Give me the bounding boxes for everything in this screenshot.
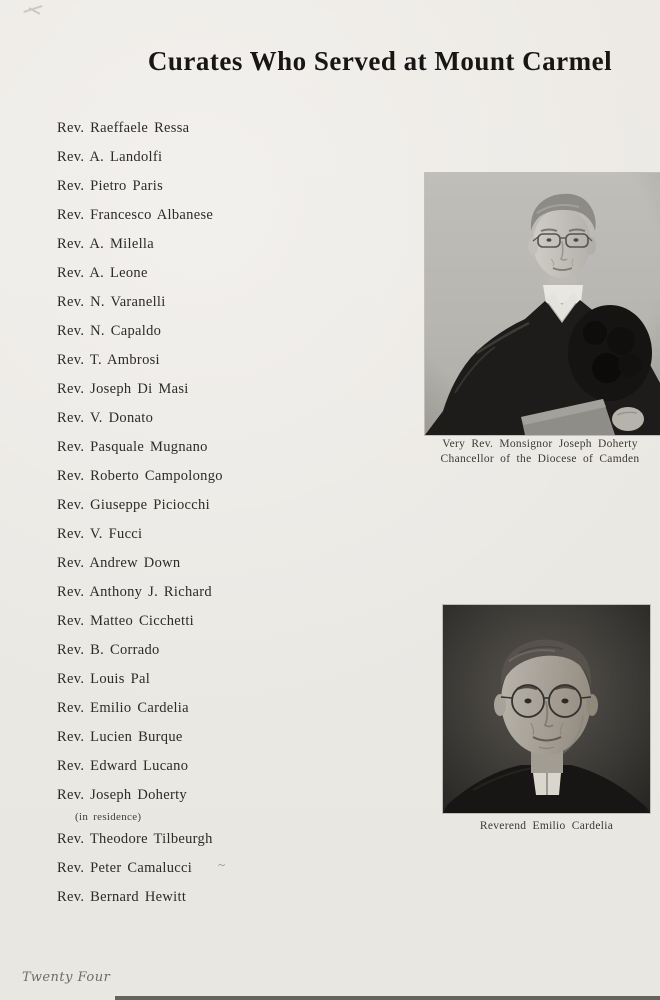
list-item bbox=[57, 665, 387, 694]
scan-edge-bar bbox=[115, 996, 660, 1000]
list-item bbox=[57, 883, 387, 912]
list-item bbox=[57, 259, 387, 288]
list-item bbox=[57, 317, 387, 346]
portrait-cardelia-illustration bbox=[443, 605, 650, 813]
list-item bbox=[57, 578, 387, 607]
curate-name: Rev. Andrew Down bbox=[57, 555, 181, 571]
list-item bbox=[57, 346, 387, 375]
list-item bbox=[57, 825, 387, 854]
curate-note: (in residence) bbox=[75, 811, 142, 823]
list-item bbox=[57, 230, 387, 259]
list-item bbox=[57, 520, 387, 549]
caption-cardelia bbox=[443, 819, 650, 834]
page-number: Twenty Four bbox=[22, 970, 111, 985]
list-item bbox=[57, 694, 387, 723]
list-item bbox=[57, 781, 387, 825]
list-item bbox=[57, 723, 387, 752]
caption-cardelia-line1: Reverend Emilio Cardelia bbox=[479, 820, 614, 832]
list-item bbox=[57, 549, 387, 578]
curate-name: Rev. N. Capaldo bbox=[57, 323, 162, 339]
list-item bbox=[57, 607, 387, 636]
pencil-mark: ~ bbox=[218, 857, 226, 872]
curate-name: Rev. Roberto Campolongo bbox=[57, 468, 223, 484]
curate-name: Rev. Theodore Tilbeurgh bbox=[57, 831, 213, 847]
curate-name: Rev. Raeffaele Ressa bbox=[57, 120, 190, 136]
list-item bbox=[57, 201, 387, 230]
curate-name: Rev. Matteo Cicchetti bbox=[57, 613, 195, 629]
curate-name: Rev. A. Leone bbox=[57, 265, 148, 281]
curate-name: Rev. Louis Pal bbox=[57, 671, 151, 687]
curate-name: Rev. Joseph Di Masi bbox=[57, 381, 189, 397]
list-item bbox=[57, 404, 387, 433]
portrait-doherty-illustration bbox=[425, 173, 660, 435]
list-item bbox=[57, 433, 387, 462]
curate-name: Rev. Peter Camalucci bbox=[57, 860, 193, 876]
curate-name: Rev. T. Ambrosi bbox=[57, 352, 160, 368]
curate-name: Rev. Giuseppe Piciocchi bbox=[57, 497, 210, 513]
curate-name: Rev. V. Donato bbox=[57, 410, 154, 426]
list-item bbox=[57, 172, 387, 201]
curate-name: Rev. Pietro Paris bbox=[57, 178, 164, 194]
caption-doherty bbox=[420, 437, 660, 467]
list-item bbox=[57, 752, 387, 781]
list-item bbox=[57, 462, 387, 491]
list-item bbox=[57, 288, 387, 317]
scan-smudge-mark bbox=[22, 3, 46, 18]
photo-cardelia bbox=[443, 605, 650, 813]
curates-list bbox=[57, 114, 387, 912]
curate-name: Rev. Joseph Doherty bbox=[57, 787, 187, 803]
curate-name: Rev. A. Landolfi bbox=[57, 149, 163, 165]
list-item bbox=[57, 114, 387, 143]
curate-name: Rev. Edward Lucano bbox=[57, 758, 189, 774]
curate-name: Rev. B. Corrado bbox=[57, 642, 160, 658]
list-item bbox=[57, 143, 387, 172]
photo-monsignor-doherty bbox=[425, 173, 660, 435]
list-item bbox=[57, 375, 387, 404]
curate-name: Rev. Emilio Cardelia bbox=[57, 700, 189, 716]
caption-doherty-line2: Chancellor of the Diocese of Camden bbox=[440, 453, 640, 465]
curate-name: Rev. A. Milella bbox=[57, 236, 154, 252]
curate-name: Rev. Bernard Hewitt bbox=[57, 889, 187, 905]
curate-name: Rev. Francesco Albanese bbox=[57, 207, 214, 223]
curate-name: Rev. Lucien Burque bbox=[57, 729, 183, 745]
curate-name: Rev. Anthony J. Richard bbox=[57, 584, 212, 600]
curate-name: Rev. N. Varanelli bbox=[57, 294, 166, 310]
list-item bbox=[57, 636, 387, 665]
page-title: Curates Who Served at Mount Carmel bbox=[147, 46, 613, 77]
list-item bbox=[57, 491, 387, 520]
curate-name: Rev. Pasquale Mugnano bbox=[57, 439, 208, 455]
curate-name: Rev. V. Fucci bbox=[57, 526, 143, 542]
caption-doherty-line1: Very Rev. Monsignor Joseph Doherty bbox=[442, 438, 638, 450]
